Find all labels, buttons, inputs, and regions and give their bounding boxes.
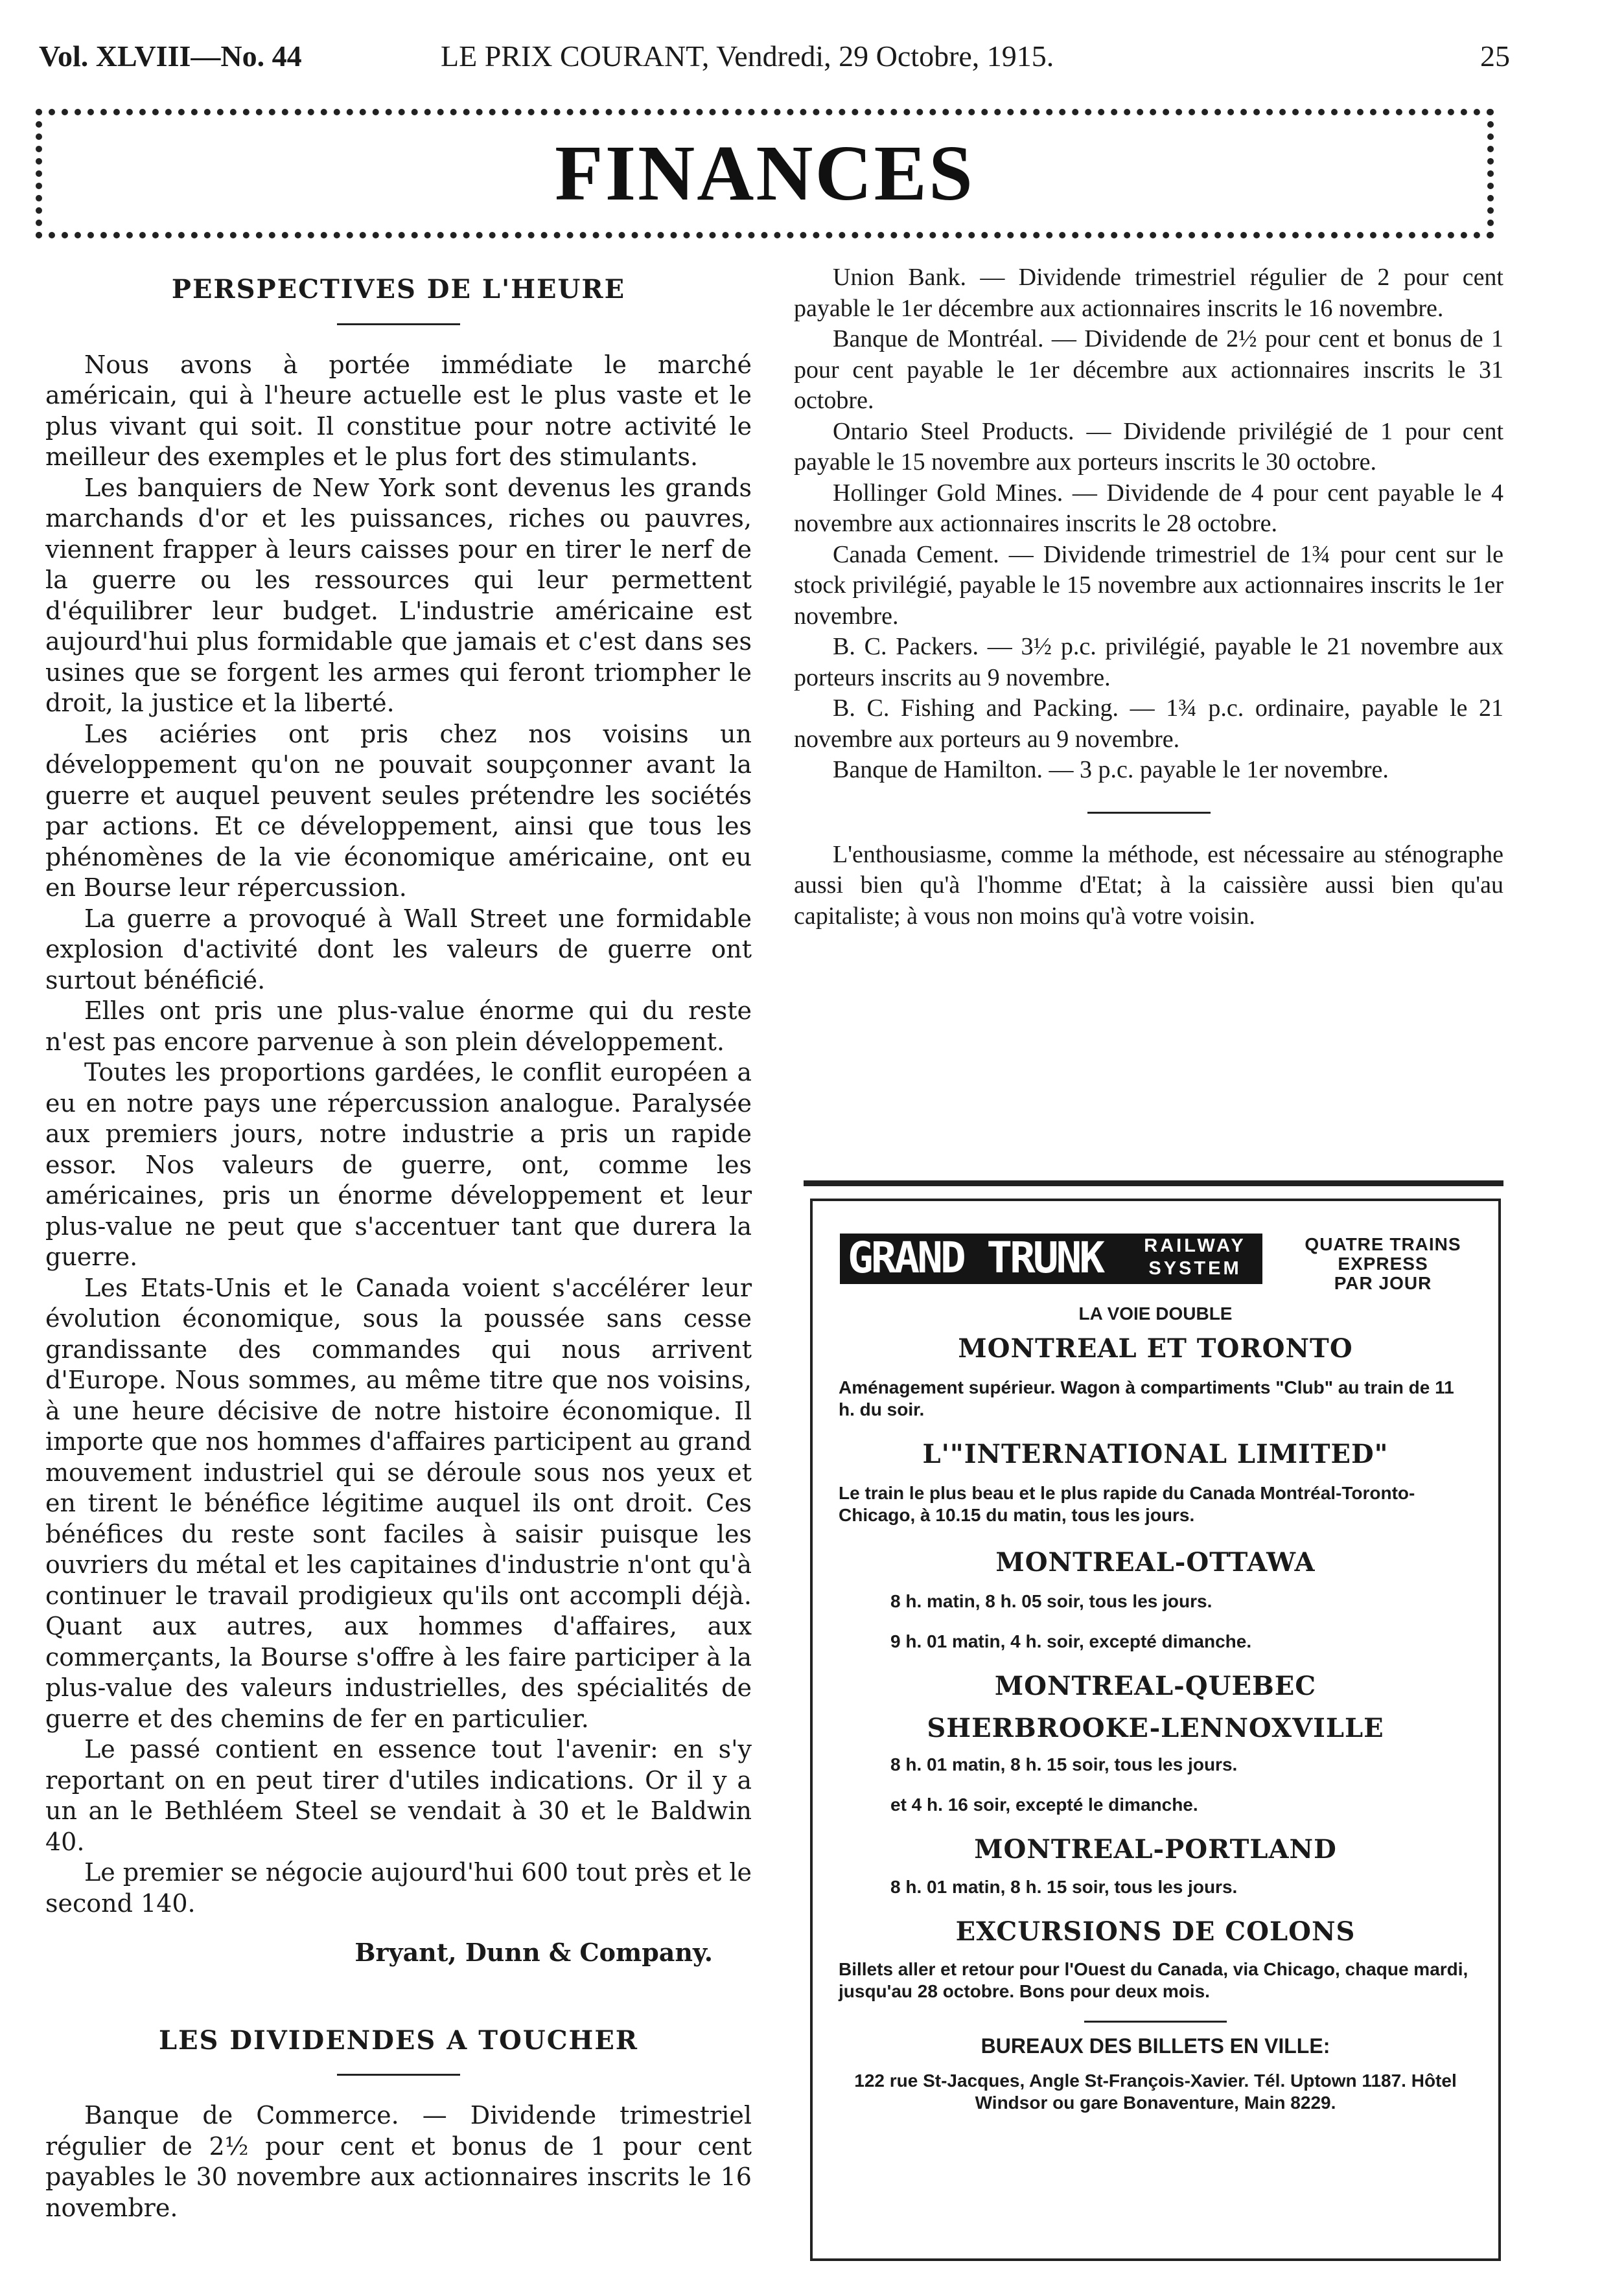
page-number: 25 [1480,40,1510,73]
closing-quote: L'enthousiasme, comme la méthode, est nécessaire au sténographe aussi bien qu'à l'homme d'Etat; à la caissière aussi bien qu'au capitaliste; à vous non moins qu'à votre voisin. [794,840,1503,930]
article-paragraph: Les Etats-Unis et le Canada voient s'accélérer leur évolution économique, sous la poussée sans cesse grandissante des commandes qui nous arrivent d'Europe. Nous sommes, au même titre que nos voisins, à une heure décisive de notre histoire économique. Il importe que nos hommes d'affaires participent au grand mouvement industriel qui se déroule sous nos yeux et en tirent le bénéfice légitime auquel ils ont droit. Ces bénéfices du reste sont faciles à saisir puisque les ouvriers du métal et les capitaines d'industrie n'ont qu'à continuer le travail prodigieux qu'ils ont accompli déjà. Quant aux autres, aux hommes d'affaires, aux commerçants, la Bourse s'offre à les faire participer à la plus-value des valeurs industrielles, des spécialités de guerre et des chemins de fer en particulier. [45,1273,752,1733]
dividend-item: B. C. Fishing and Packing. — 1¾ p.c. ordinaire, payable le 21 novembre aux porteurs au 9 novembre. [794,695,1503,753]
route-details: et 4 h. 16 soir, excepté le dimanche. [890,1795,1198,1815]
ticket-offices-heading: BUREAUX DES BILLETS EN VILLE: [981,2034,1330,2058]
route-heading: MONTREAL-OTTAWA [995,1547,1316,1578]
route-heading: MONTREAL ET TORONTO [958,1333,1353,1364]
logo-railway: RAILWAY [1144,1235,1246,1256]
dividend-item: B. C. Packers. — 3½ p.c. privilégié, payable le 21 novembre aux porteurs inscrits au 9 novembre. [794,633,1503,691]
route-details: 8 h. 01 matin, 8 h. 15 soir, tous les jours. [890,1754,1238,1774]
article-paragraph: Le premier se négocie aujourd'hui 600 tout près et le second 140. [45,1858,752,1918]
running-head [39,39,1510,78]
route-heading: L'"INTERNATIONAL LIMITED" [922,1439,1389,1469]
article-paragraph: Le passé contient en essence tout l'avenir: en s'y reportant on en peut tirer d'utiles indications. Or il y a un an le Bethléem Steel se vendait à 30 et le Baldwin 40. [45,1735,752,1856]
article-paragraph: Les banquiers de New York sont devenus les grands marchands d'or et les puissances, riches ou pauvres, viennent frapper à leurs caisses pour en tirer le nerf de la guerre ou les ressources qui leur permettent d'équilibrer leur budget. L'industrie américaine est aujourd'hui plus formidable que jamais et c'est dans ses usines que se forgent les armes qui feront triompher le droit, la justice et la liberté. [45,473,752,717]
ad-rule [1084,2021,1227,2023]
route-details: 8 h. 01 matin, 8 h. 15 soir, tous les jours. [890,1877,1238,1897]
dividend-item: Union Bank. — Dividende trimestriel régulier de 2 pour cent payable le 1er décembre aux actionnaires inscrits le 16 novembre. [794,264,1503,322]
grand-trunk-logo [840,1234,1262,1284]
route-details: 8 h. matin, 8 h. 05 soir, tous les jours. [890,1591,1213,1611]
article-paragraph: Elles ont pris une plus-value énorme qui du reste n'est pas encore parvenue à son plein développement. [45,996,752,1056]
left-column [45,262,752,2223]
route-heading: EXCURSIONS DE COLONS [955,1916,1356,1947]
dividend-item: Banque de Montréal. — Dividende de 2½ pour cent et bonus de 1 pour cent payable le 1er décembre aux actionnaires inscrits le 31 octobre. [794,325,1503,414]
grand-trunk-advertisement [810,1199,1501,2261]
article-signature: Bryant, Dunn & Company. [354,1938,713,1967]
dividend-item: Hollinger Gold Mines. — Dividende de 4 pour cent payable le 4 novembre aux actionnaires inscrits le 28 octobre. [794,479,1503,537]
section-title: FINANCES [555,130,975,217]
route-heading: SHERBROOKE-LENNOXVILLE [927,1713,1384,1743]
route-heading: MONTREAL-PORTLAND [974,1834,1337,1865]
dividends-heading: LES DIVIDENDES A TOUCHER [158,2025,639,2056]
heading-rule [337,323,460,325]
dividend-item: Ontario Steel Products. — Dividende privilégié de 1 pour cent payable le 15 novembre aux porteurs inscrits le 30 octobre. [794,417,1503,476]
article-paragraph: Nous avons à portée immédiate le marché américain, qui à l'heure actuelle est le plus vaste et le plus vivant qui soit. Il constitue pour notre activité le meilleur des exemples et le plus fort des stimulants. [45,350,752,471]
dividend-item: Banque de Hamilton. — 3 p.c. payable le 1er novembre. [833,756,1389,783]
dividend-item: Banque de Commerce. — Dividende trimestriel régulier de 2½ pour cent et bonus de 1 pour cent payables le 30 novembre aux actionnaires inscrits le 16 novembre. [45,2101,752,2222]
publication-date: LE PRIX COURANT, Vendredi, 29 Octobre, 1915. [441,40,1054,73]
logo-system: SYSTEM [1148,1258,1242,1279]
thick-rule [804,1180,1503,1186]
double-track: LA VOIE DOUBLE [1078,1303,1233,1324]
section-banner [36,109,1494,238]
route-details: Le train le plus beau et le plus rapide du Canada Montréal-Toronto-Chicago, à 10.15 du matin, tous les jours. [839,1483,1415,1525]
heading-rule [337,2074,460,2076]
ticket-offices-details: 122 rue St-Jacques, Angle St-François-Xavier. Tél. Uptown 1187. Hôtel Windsor ou gare Bonaventure, Main 8229. [854,2071,1457,2113]
logo-brand: GRAND TRUNK [848,1233,1103,1283]
route-details: Billets aller et retour pour l'Ouest du Canada, via Chicago, chaque mardi, jusqu'au 28 octobre. Bons pour deux mois. [839,1959,1468,2001]
volume-number: Vol. XLVIII—No. 44 [39,40,302,73]
route-heading: MONTREAL-QUEBEC [994,1671,1317,1701]
dividend-item: Canada Cement. — Dividende trimestriel de 1¾ pour cent sur le stock privilégié, payable le 15 novembre aux actionnaires inscrits le 1er novembre. [794,540,1503,630]
route-details: Aménagement supérieur. Wagon à compartiments "Club" au train de 11 h. du soir. [839,1377,1454,1419]
article-paragraph: Les aciéries ont pris chez nos voisins un développement qu'on ne pouvait soupçonner avant la guerre et auquel peuvent seules prétendre les sociétés par actions. Et ce développement, ainsi que tous les phénomènes de la vie économique américaine, ont eu en Bourse leur répercussion. [45,719,752,902]
trains-per-day: QUATRE TRAINS EXPRESS PAR JOUR [1305,1234,1461,1293]
article-paragraph: Toutes les proportions gardées, le conflit européen a eu en notre pays une répercussion analogue. Paralysée aux premiers jours, notre industrie a pris un rapide essor. Nos valeurs de guerre, ont, comme les américaines, pris un énorme développement et leur plus-value ne peut que s'accentuer tant que durera la guerre. [45,1058,752,1271]
article-paragraph: La guerre a provoqué à Wall Street une formidable explosion d'activité dont les valeurs de guerre ont surtout bénéficié. [45,904,752,994]
route-details: 9 h. 01 matin, 4 h. soir, excepté dimanche. [890,1631,1252,1651]
section-rule [1087,812,1211,814]
article-heading: PERSPECTIVES DE L'HEURE [171,274,626,304]
right-column [794,262,1503,932]
